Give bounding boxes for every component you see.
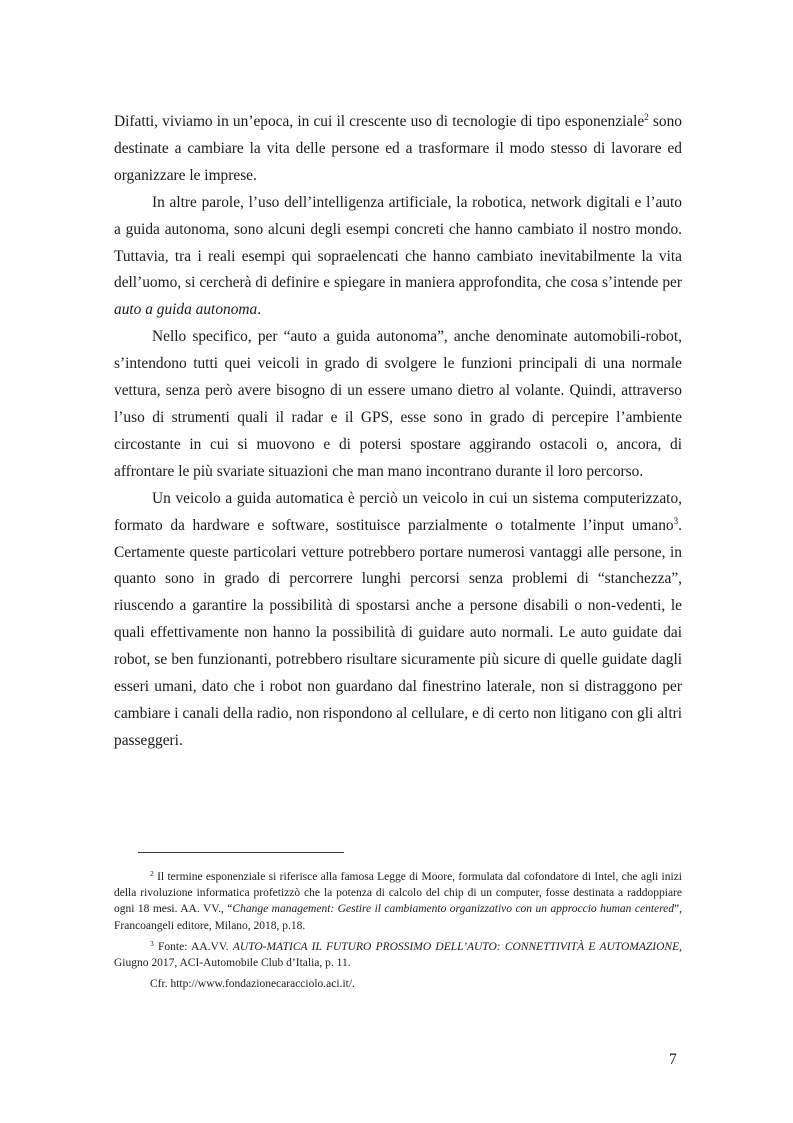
paragraph-text-run: Nello specifico, per “auto a guida autonoma”, anche denominate automobili-robot, s’intendono tutti quei veicoli in grado di svolgere le funzioni principali di una normale vettura, senza però avere bisogno di un essere umano dietro al volante. Quindi, attraverso l’uso di strumenti quali il radar e il GPS, esse sono in grado di percepire l’ambiente circostante in cui si muovono e di potersi spostare aggirando ostacoli o, ancora, di affrontare le più svariate situazioni che man mano incontrano durante il loro percorso. [114, 328, 682, 480]
footnotes [114, 869, 682, 992]
paragraph-text-run: Difatti, viviamo in un’epoca, in cui il crescente uso di tecnologie di tipo esponenziale [114, 113, 645, 130]
paragraph-footnote-ref: 2 [644, 112, 649, 122]
paragraph-text-run: In altre parole, l’uso dell’intelligenza artificiale, la robotica, network digitali e l’auto a guida autonoma, sono alcuni degli esempi concreti che hanno cambiato il nostro mondo. Tuttavia, tra i reali esempi qui sopraelencati che hanno cambiato inevitabilmente la vita dell’uomo, si cercherà di definire e spiegare in maniera approfondita, che cosa s’intende per [114, 193, 682, 292]
footnote-text-run: Fonte: AA.VV. [153, 940, 233, 953]
paragraph-text-run: . Certamente queste particolari vetture potrebbero portare numerosi vantaggi alle persone, in quanto sono in grado di percorrere lunghi percorsi senza problemi di “stanchezza”, riuscendo a garantire la possibilità di spostarsi anche a persone disabili o non-vedenti, le quali effettivamente non hanno la possibilità di guidare auto normali. Le auto guidate dai robot, se ben funzionanti, potrebbero risultare sicuramente più sicure di quelle guidate dagli esseri umani, dato che i robot non guardano dal finestrino laterale, non si distraggono per cambiare i canali della radio, non rispondono al cellulare, e di certo non litigano con gli altri passeggeri. [114, 516, 682, 749]
footnote-footnote-ref: 2 [150, 869, 154, 878]
footnote-text-run: AUTO-MATICA IL FUTURO PROSSIMO DELL’AUTO: CONNETTIVITÀ E AUTOMAZIONE, [232, 940, 682, 953]
footnote-text-run: Il termine esponenziale si riferisce alla famosa Legge di Moore, formulata dal cofondatore di Intel, che agli inizi della rivoluzione informatica profetizzò che la potenza di calcolo del chip di un computer, fosse destinata a raddoppiare ogni 18 mesi. AA. VV., “ [114, 871, 682, 916]
paragraph-2 [114, 190, 682, 325]
footnote-text-run: ”, Francoangeli editore, Milano, 2018, p.18. [114, 903, 683, 932]
paragraph-3 [114, 324, 682, 485]
footnote-2 [114, 869, 682, 934]
page-number: 7 [669, 1051, 677, 1068]
footnote-text-run: Giugno 2017, ACI-Automobile Club d’Italia, p. 11. [114, 957, 351, 970]
paragraph-4 [114, 486, 682, 755]
footnote-separator [138, 852, 344, 853]
paragraph-footnote-ref: 3 [673, 515, 679, 526]
paragraph-text-run: . [257, 301, 262, 319]
body-text [114, 109, 682, 755]
footnote-3 [114, 939, 682, 971]
paragraph-text-run: auto a guida autonoma [114, 301, 258, 319]
paragraph-text-run: sono destinate a cambiare la vita delle persone ed a trasformare il modo stesso di lavorare ed organizzare le imprese. [114, 113, 682, 184]
footnote-text-run: Change management: Gestire il cambiamento organizzativo con un approccio human centered [232, 903, 675, 916]
footnote-footnote-ref: 3 [150, 938, 154, 948]
paragraph-text-run: Un veicolo a guida automatica è perciò un veicolo in cui un sistema computerizzato, formato da hardware e software, sostituisce parzialmente o totalmente l’input umano [114, 489, 682, 534]
paragraph-1 [114, 109, 682, 190]
footnote-3-link: Cfr. http://www.fondazionecaracciolo.aci.it/. [150, 978, 355, 991]
